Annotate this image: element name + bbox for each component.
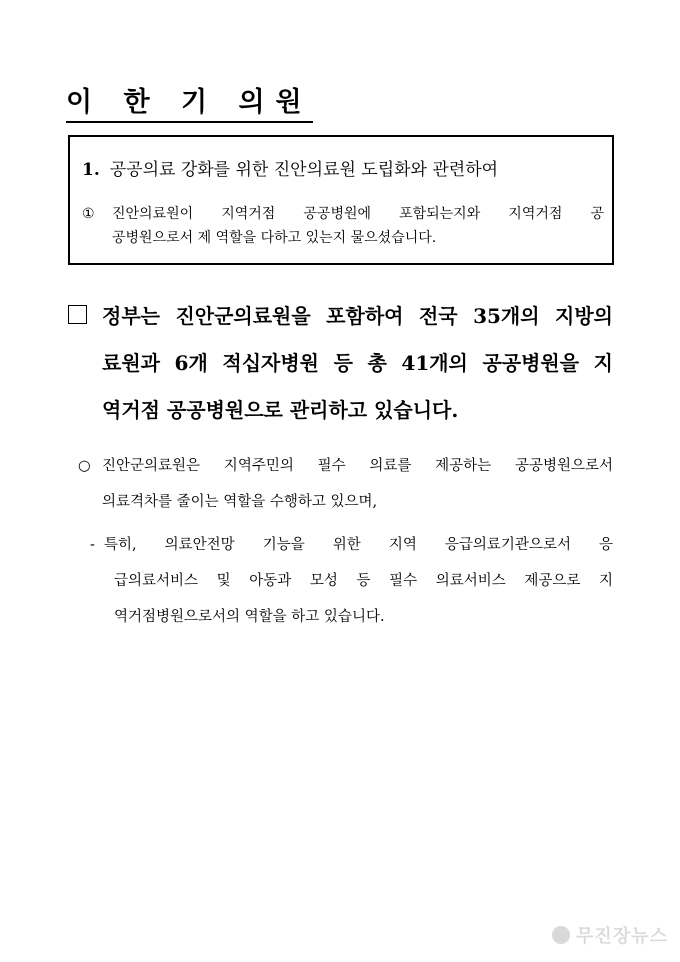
sub-point-line-2: 의료격차를 줄이는 역할을 수행하고 있으며,: [102, 494, 378, 510]
question-title: [82, 155, 498, 180]
question-item-line-2: 공병원으로서 제 역할을 다하고 있는지 물으셨습니다.: [112, 230, 437, 246]
page-title: 이 한 기 의원: [66, 80, 313, 123]
checkbox-square-icon: [68, 305, 87, 324]
answer-line-3: 역거점 공공병원으로 관리하고 있습니다.: [102, 398, 459, 422]
dash-point-line-1: 특히, 의료안전망 기능을 위한 지역 응급의료기관으로서 응: [104, 537, 613, 553]
watermark-logo-icon: [552, 926, 570, 944]
dash-bullet: -: [90, 537, 95, 553]
answer-line-2: 료원과 6개 적십자병원 등 총 41개의 공공병원을 지: [102, 351, 613, 375]
question-box: [68, 135, 614, 265]
watermark: [552, 922, 668, 948]
circle-bullet-icon: ○: [78, 458, 91, 474]
question-item-line-1: 진안의료원이 지역거점 공공병원에 포함되는지와 지역거점 공: [112, 206, 604, 222]
question-title-text: 공공의료 강화를 위한 진안의료원 도립화와 관련하여: [109, 160, 499, 180]
question-number: 1.: [82, 160, 100, 180]
sub-point-line-1: 진안군의료원은 지역주민의 필수 의료를 제공하는 공공병원으로서: [102, 458, 613, 474]
dash-point-line-3: 역거점병원으로서의 역할을 하고 있습니다.: [114, 609, 385, 625]
item-marker: ①: [82, 206, 95, 222]
dash-point-line-2: 급의료서비스 및 아동과 모성 등 필수 의료서비스 제공으로 지: [114, 573, 613, 589]
watermark-text: 무진장뉴스: [576, 926, 668, 947]
answer-line-1: 정부는 진안군의료원을 포함하여 전국 35개의 지방의: [102, 304, 613, 328]
